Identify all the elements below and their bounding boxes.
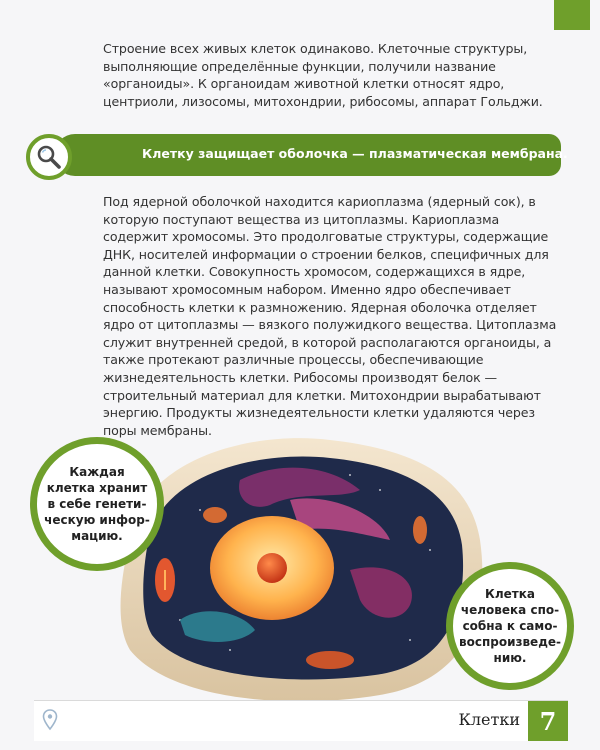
callout-text: Клетку защищает оболочка — плазматическая мембрана. bbox=[142, 146, 568, 161]
body-paragraph: Под ядерной оболочкой находится кариоплазма (ядерный сок), в которую поступают вещества из цитоплазмы. Кариоплазма содержит хромосомы. Это продолговатые структуры, содержащие ДНК, носителей информации о строении белков, специфичных для данной клетки. Совокупность хромосом, содержащихся в ядре, называют хромосомным набором. Именно ядро обеспечивает способность клетки к размножению. Ядерная оболочка отделяет ядро от цитоплазмы — вязкого полужидкого вещества. Цитоплазма служит внутренней средой, в которой располагаются органоиды, а также протекают различные процессы, обеспечивающие жизнедеятельность клетки. Рибосомы производят белок — строительный материал для клетки. Митохондрии вырабатывают энергию. Продукты жизнедеятельности клетки удаляются через поры мембраны. bbox=[103, 194, 557, 438]
page-number: 7 bbox=[528, 701, 568, 741]
magnifier-badge bbox=[26, 134, 72, 180]
fact-bubble-genetic-info bbox=[30, 437, 164, 571]
callout-banner bbox=[84, 134, 568, 176]
magnifier-icon bbox=[35, 143, 63, 171]
fact-bubble-genetic-info-text: Каждая клетка хранит в себе генети- ческую инфор- мацию. bbox=[44, 465, 150, 543]
chapter-title: Клетки bbox=[458, 710, 520, 729]
fact-bubble-self-reproduction bbox=[446, 562, 574, 690]
page-footer bbox=[34, 700, 568, 741]
fact-bubble-self-reproduction-text: Клетка человека спо- собна к само- воспроизведе- нию. bbox=[459, 587, 561, 665]
location-pin-icon bbox=[42, 709, 58, 731]
corner-tab bbox=[554, 0, 590, 30]
intro-paragraph: Строение всех живых клеток одинаково. Клеточные структуры, выполняющие определённые функции, получили название «органоиды». К органоидам животной клетки относят ядро, центриоли, лизосомы, митохондрии, рибосомы, аппарат Гольджи. bbox=[103, 41, 543, 109]
